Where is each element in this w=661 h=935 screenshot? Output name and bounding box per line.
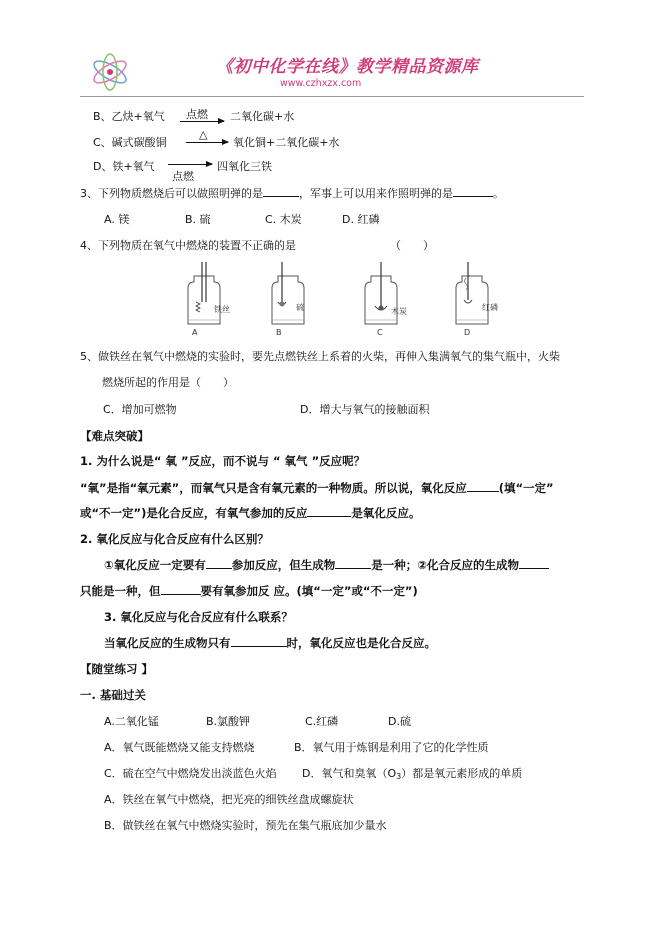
apparatus-a-letter: A [192,328,198,337]
question-3-text-a: 3、下列物质燃烧后可以做照明弹的是 [80,187,263,200]
reaction-b-arrow [180,121,224,122]
breakthrough-q1-answer-line-1 [80,480,554,496]
apparatus-a [178,262,238,338]
breakthrough-q2-answer-a: ①氧化反应一定要有 [104,558,206,572]
q5-option-c: C．增加可燃物 [103,403,177,416]
breakthrough-q3-answer-a: 当氧化反应的生成物只有 [104,636,231,650]
practice-row3-b [302,765,522,781]
reaction-c-left: C、碱式碳酸铜 [93,136,167,149]
breakthrough-q3: 3. 氧化反应与化合反应有什么联系？ [104,610,293,624]
reaction-c-right: 氧化铜+二氧化碳+水 [233,136,340,149]
reaction-d-left: D、铁+氧气 [93,160,155,173]
apparatus-c-letter: C [377,328,383,337]
breakthrough-q1-blank-2[interactable] [307,506,351,517]
q5-option-d: D．增大与氧气的接触面积 [300,403,430,416]
header-url[interactable]: www.czhxzx.com [280,78,362,89]
q3-option-c: C. 木炭 [265,213,302,226]
reaction-d-arrow [168,164,212,165]
breakthrough-q2-answer-b: 参加反应，但生成物 [231,558,336,572]
apparatus-b-letter: B [276,328,282,337]
question-3 [80,185,504,201]
breakthrough-q1-blank-1[interactable] [467,481,499,492]
breakthrough-q2-answer-c: 是一种；②化合反应的生成物 [371,558,519,572]
q3-option-d: D. 红磷 [342,213,380,226]
reaction-c-condition: △ [199,128,208,141]
breakthrough-q2-blank-4[interactable] [161,584,201,595]
practice-option-d: D.硫 [388,715,411,728]
practice-row3-a: C．硫在空气中燃烧发出淡蓝色火焰 [104,767,277,780]
practice-row5: B．做铁丝在氧气中燃烧实验时，预先在集气瓶底加少量水 [104,819,387,832]
question-5-line-2: 燃烧所起的作用是（ ） [102,376,234,389]
breakthrough-q3-blank[interactable] [231,636,287,647]
breakthrough-q2-blank-2[interactable] [335,558,371,569]
q3-option-a: A. 镁 [104,213,130,226]
breakthrough-q2: 2. 氧化反应与化合反应有什么区别？ [80,532,269,546]
breakthrough-q1-answer-a: “氧”是指“氧元素”，而氧气只是含有氧元素的一种物质。所以说，氧化反应 [80,481,467,495]
breakthrough-q2-blank-3[interactable] [519,558,549,569]
apparatus-b [262,262,322,338]
breakthrough-q2-answer-e: 要有氧参加反 应。(填“一定”或“不一定”) [200,584,418,598]
reaction-b-left: B、乙炔+氧气 [93,110,165,123]
reaction-b-condition: 点燃 [186,108,208,121]
practice-row3-b-pre: D．氧气和臭氧（O [302,767,397,780]
practice-row2-a: A．氧气既能燃烧又能支持燃烧 [104,741,255,754]
breakthrough-q2-blank-1[interactable] [206,558,232,569]
breakthrough-q2-answer-d: 只能是一种，但 [80,584,161,598]
apparatus-d [446,262,506,338]
practice-option-a: A.二氧化锰 [104,715,159,728]
question-3-blank-2[interactable] [453,186,493,197]
practice-row2-b: B．氧气用于炼钢是利用了它的化学性质 [294,741,489,754]
reaction-c-arrow [186,142,228,143]
reaction-b-right: 二氧化碳+水 [230,110,295,123]
breakthrough-q3-answer [104,635,436,651]
question-4-text: 4、下列物质在氧气中燃烧的装置不正确的是 [80,239,296,252]
reaction-d-condition: 点燃 [172,170,194,183]
breakthrough-q2-answer-line-1 [104,557,549,573]
question-3-blank-1[interactable] [263,186,299,197]
atom-logo-icon [88,50,132,94]
breakthrough-q3-answer-b: 时，氧化反应也是化合反应。 [286,636,436,650]
question-5-line-1: 5、做铁丝在氧气中燃烧的实验时，要先点燃铁丝上系着的火柴，再伸入集满氧气的集气瓶中，火柴 [80,350,560,363]
apparatus-a-label: 铁丝 [214,305,230,314]
apparatus-b-label: 硫 [296,303,304,312]
question-3-text-c: 。 [493,187,504,200]
apparatus-c [355,262,415,338]
breakthrough-heading: 【难点突破】 [80,429,149,443]
page-header [80,46,584,97]
practice-row3-b-sub: 3 [396,772,402,781]
practice-row3-b-post: ）都是氧元素形成的单质 [401,767,523,780]
header-title: 《初中化学在线》教学精品资源库 [216,57,479,77]
breakthrough-q1: 1. 为什么说是“ 氧 ”反应，而不说与 “ 氧气 ”反应呢？ [80,454,366,468]
q3-option-b: B. 硫 [185,213,211,226]
apparatus-d-letter: D [464,328,471,337]
breakthrough-q1-answer-b: (填“一定” [498,481,554,495]
breakthrough-q1-answer-d: 是氧化反应。 [351,506,421,520]
practice-option-b: B.氯酸钾 [206,715,251,728]
practice-row4: A．铁丝在氧气中燃烧，把光亮的细铁丝盘成螺旋状 [104,793,354,806]
practice-section: 一. 基础过关 [80,688,146,702]
apparatus-d-label: 红磷 [482,303,498,312]
question-3-text-b: ，军事上可以用来作照明弹的是 [299,187,453,200]
question-4-bracket: （ ） [390,239,434,252]
apparatus-c-label: 木炭 [391,307,407,316]
practice-option-c: C.红磷 [305,715,339,728]
breakthrough-q2-answer-line-2 [80,583,418,599]
breakthrough-q1-answer-line-2 [80,505,420,521]
practice-heading: 【随堂练习 】 [80,662,154,676]
reaction-d-right: 四氧化三铁 [217,160,272,173]
breakthrough-q1-answer-c: 或“不一定”)是化合反应，有氧气参加的反应 [80,506,308,520]
